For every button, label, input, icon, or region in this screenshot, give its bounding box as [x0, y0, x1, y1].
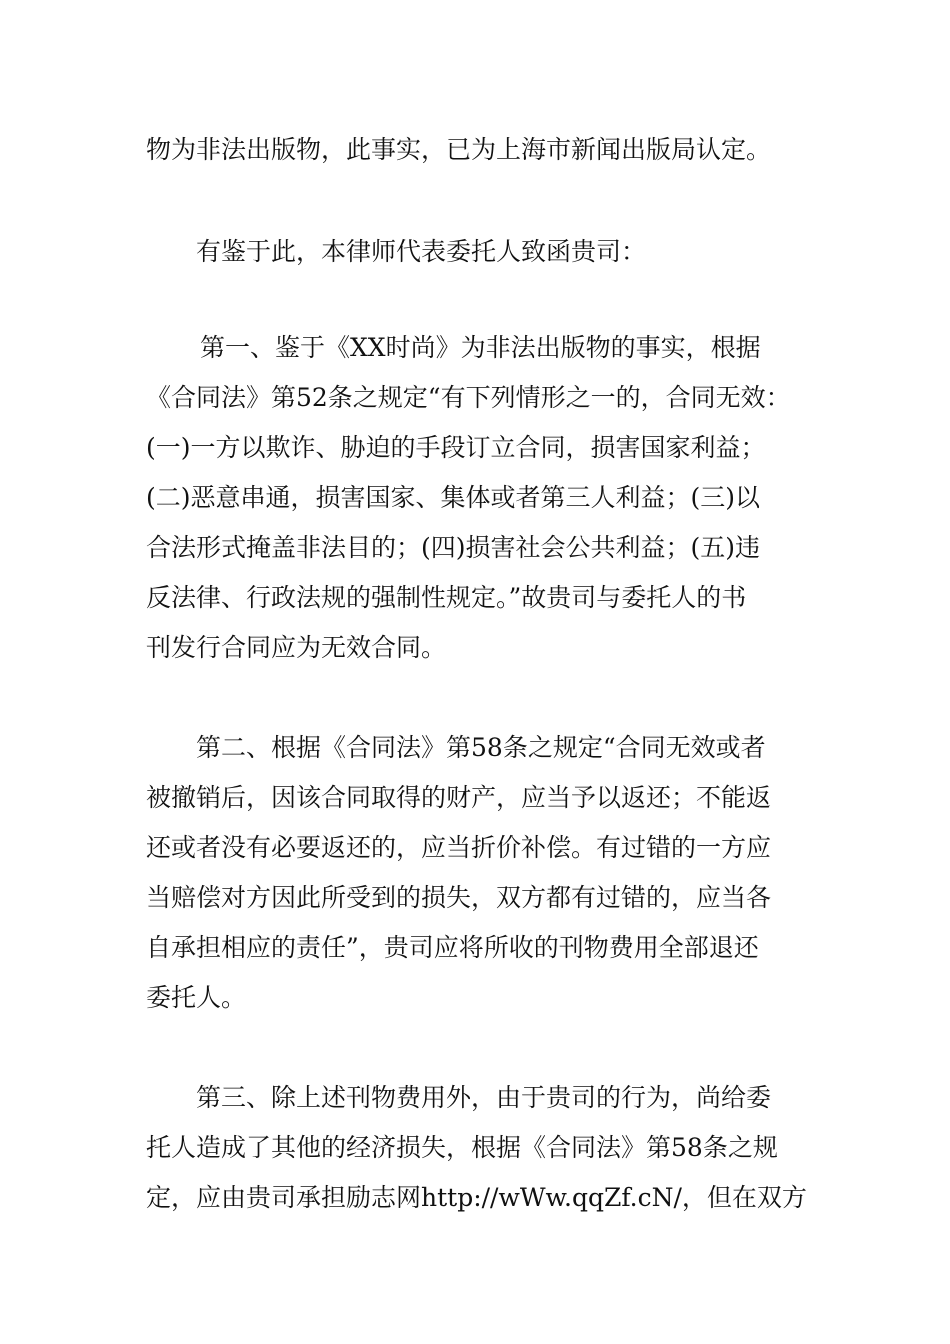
paragraph-start-line: 有鉴于此，本律师代表委托人致函贵司：	[196, 237, 647, 266]
text-line: 定，应由贵司承担励志网http://wWw.qqZf.cN/，但在双方	[146, 1183, 807, 1212]
text-line: 物为非法出版物，此事实，已为上海市新闻出版局认定。	[146, 135, 772, 164]
paragraph-start-line: 第三、除上述刊物费用外，由于贵司的行为，尚给委	[196, 1083, 772, 1112]
text-line: 委托人。	[146, 983, 247, 1012]
paragraph-start-line: 第二、根据《合同法》第58条之规定“合同无效或者	[196, 733, 766, 762]
text-line: 合法形式掩盖非法目的；(四)损害社会公共利益；(五)违	[146, 533, 761, 562]
text-line: 当赔偿对方因此所受到的损失，双方都有过错的，应当各	[146, 883, 772, 912]
text-line: 托人造成了其他的经济损失，根据《合同法》第58条之规	[146, 1133, 778, 1162]
paragraph-start-line: 第一、鉴于《XX时尚》为非法出版物的事实，根据	[200, 333, 761, 362]
text-line: (二)恶意串通，损害国家、集体或者第三人利益；(三)以	[146, 483, 761, 512]
text-line: 《合同法》第52条之规定“有下列情形之一的，合同无效：	[146, 383, 791, 412]
text-line: (一)一方以欺诈、胁迫的手段订立合同，损害国家利益；	[146, 433, 766, 462]
text-line: 被撤销后，因该合同取得的财产，应当予以返还；不能返	[146, 783, 772, 812]
text-line: 反法律、行政法规的强制性规定。”故贵司与委托人的书	[146, 583, 747, 612]
text-line: 自承担相应的责任”，贵司应将所收的刊物费用全部退还	[146, 933, 759, 962]
text-line: 刊发行合同应为无效合同。	[146, 633, 447, 662]
text-line: 还或者没有必要返还的，应当折价补偿。有过错的一方应	[146, 833, 772, 862]
